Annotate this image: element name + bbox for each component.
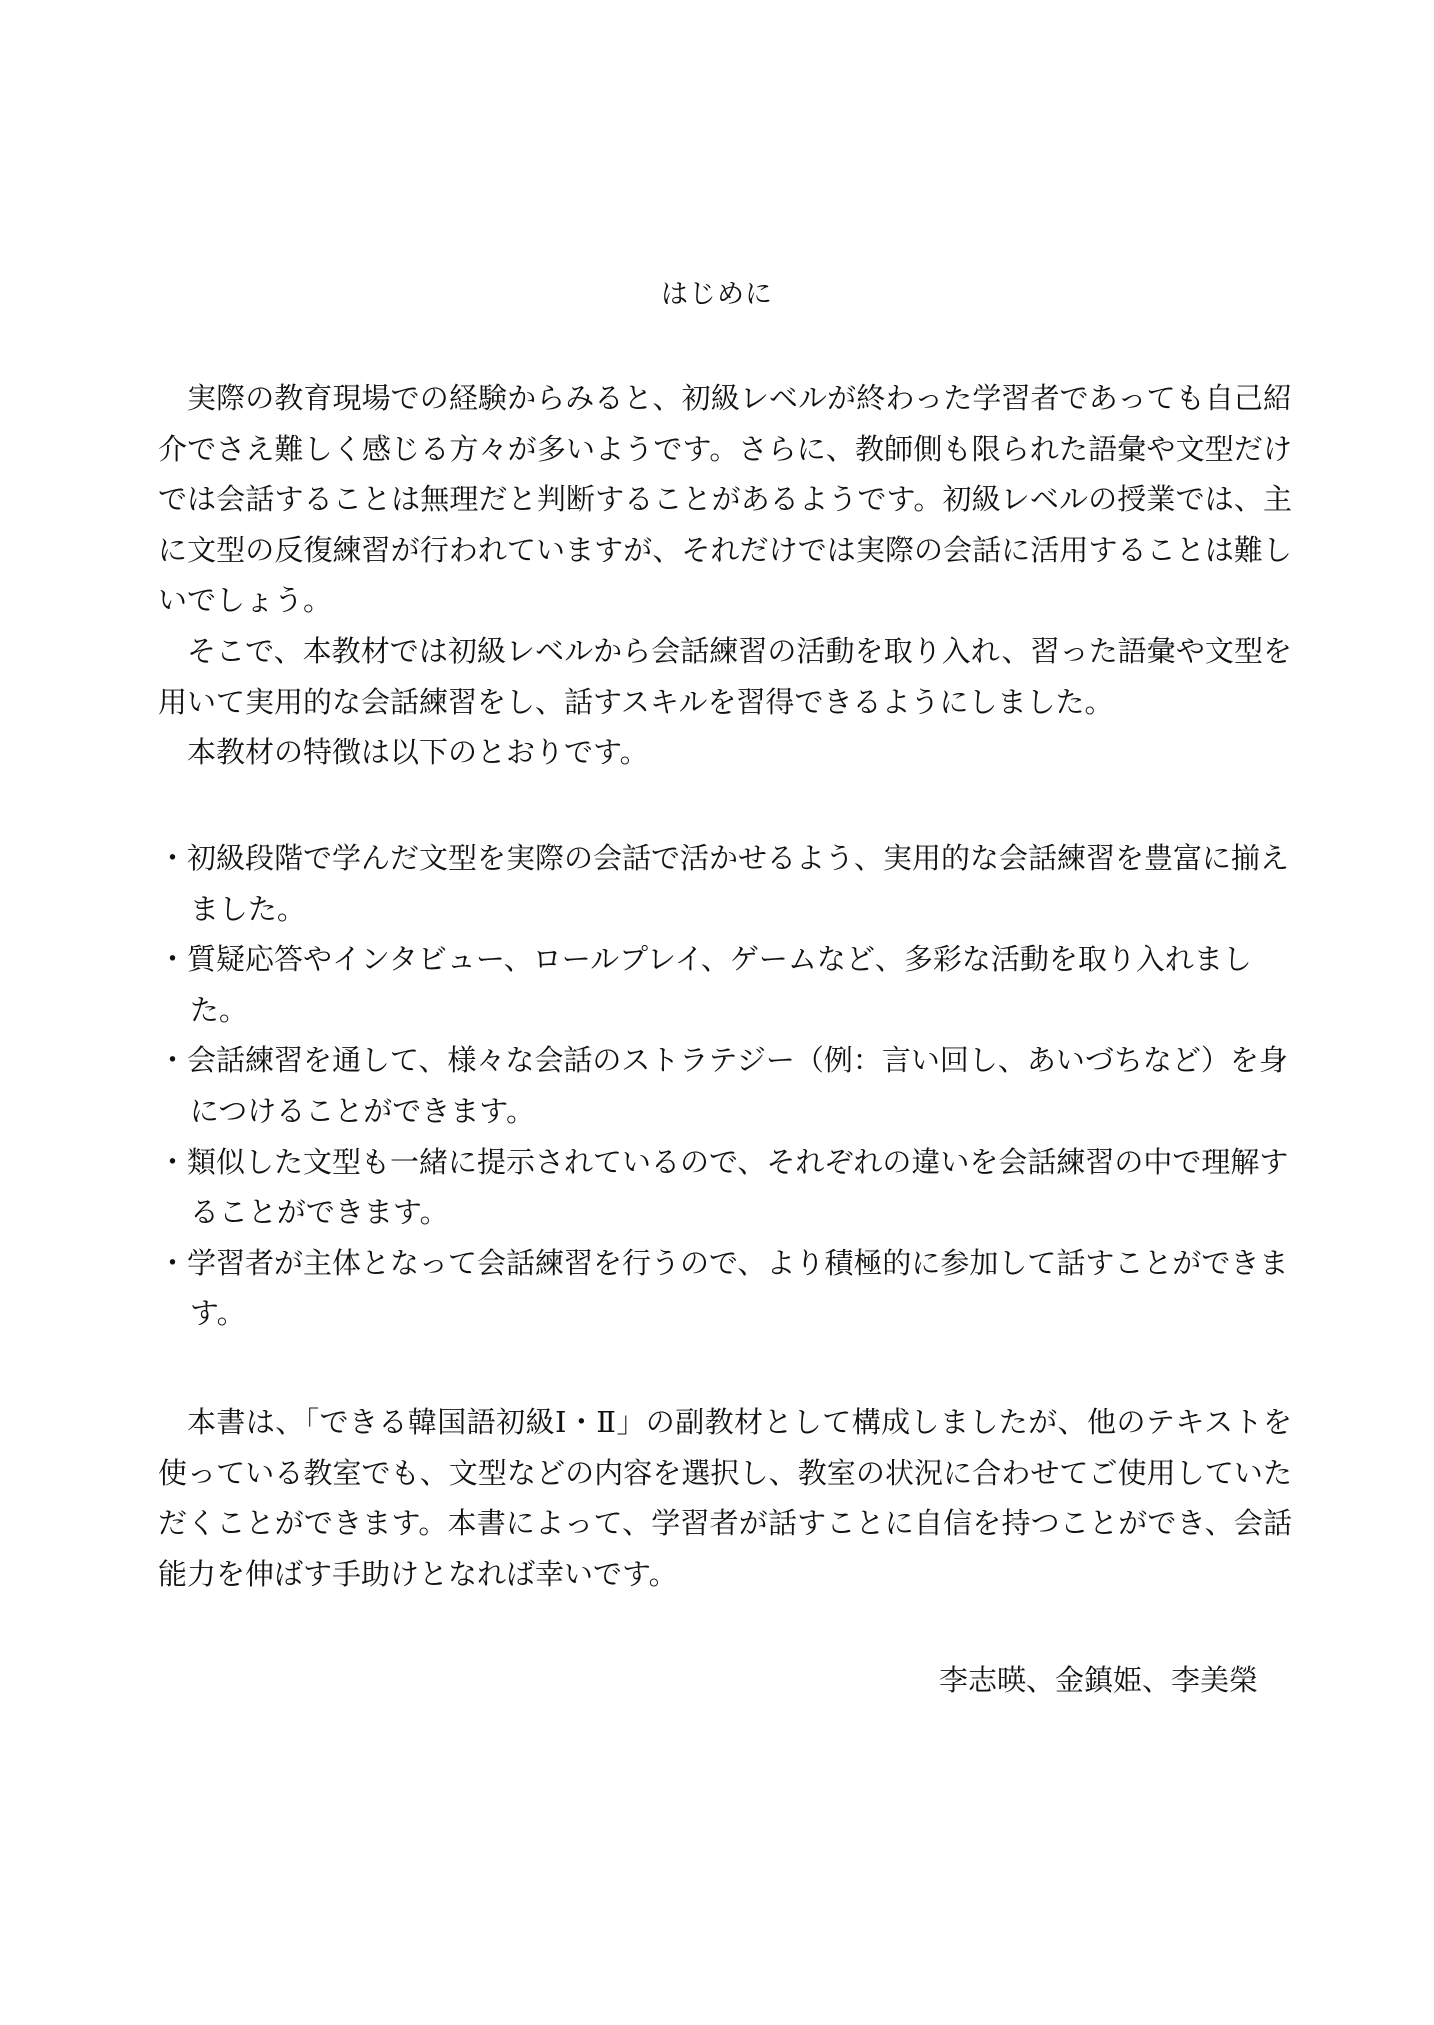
feature-item-4 <box>158 1137 1292 1238</box>
author-names: 李志暎、金鎮姫、李美榮 <box>938 1663 1258 1697</box>
bullet-mark: ・ <box>158 942 188 977</box>
feature-item-text: 質疑応答やインタビュー、ロールプレイ、ゲームなど、多彩な活動を取り入れました。 <box>187 942 1252 1027</box>
page-title: はじめに <box>661 279 773 310</box>
bullet-mark: ・ <box>158 1043 188 1078</box>
feature-item-2 <box>158 934 1292 1035</box>
intro-paragraph-3: 本教材の特徴は以下のとおりです。 <box>187 735 649 770</box>
bullet-mark: ・ <box>158 1245 188 1280</box>
intro-paragraph-2: そこで、本教材では初級レベルから会話練習の活動を取り入れ、習った語彙や文型を用いて実用的な会話練習をし、話すスキルを習得できるようにしました。 <box>158 633 1292 719</box>
feature-item-5 <box>158 1238 1292 1339</box>
feature-item-text: 会話練習を通して、様々な会話のストラテジー（例：言い回し、あいづちなど）を身につけることができます。 <box>187 1043 1288 1128</box>
feature-item-text: 学習者が主体となって会話練習を行うので、より積極的に参加して話すことができます。 <box>187 1245 1289 1331</box>
closing-section <box>158 1397 1292 1599</box>
feature-item-text: 類似した文型も一緒に提示されているので、それぞれの違いを会話練習の中で理解することができます。 <box>187 1144 1289 1230</box>
intro-paragraph-1: 実際の教育現場での経験からみると、初級レベルが終わった学習者であっても自己紹介でさえ難しく感じる方々が多いようです。さらに、教師側も限られた語彙や文型だけでは会話することは無理だと判断することがあるようです。初級レベルの授業では、主に文型の反復練習が行われていますが、それだけでは実際の会話に活用することは難しいでしょう。 <box>158 381 1292 618</box>
feature-item-1 <box>158 833 1292 934</box>
feature-item-3 <box>158 1035 1292 1136</box>
feature-item-text: 初級段階で学んだ文型を実際の会話で活かせるよう、実用的な会話練習を豊富に揃えました。 <box>187 841 1290 926</box>
closing-paragraph: 本書は、「できる韓国語初級Ⅰ・Ⅱ」の副教材として構成しましたが、他のテキストを使っている教室でも、文型などの内容を選択し、教室の状況に合わせてご使用していただくことができます。本書によって、学習者が話すことに自信を持つことができ、会話能力を伸ばす手助けとなれば幸いです。 <box>158 1405 1292 1591</box>
bullet-mark: ・ <box>158 1144 188 1179</box>
intro-section <box>158 373 1292 778</box>
bullet-mark: ・ <box>158 841 188 875</box>
feature-list <box>158 833 1292 1339</box>
